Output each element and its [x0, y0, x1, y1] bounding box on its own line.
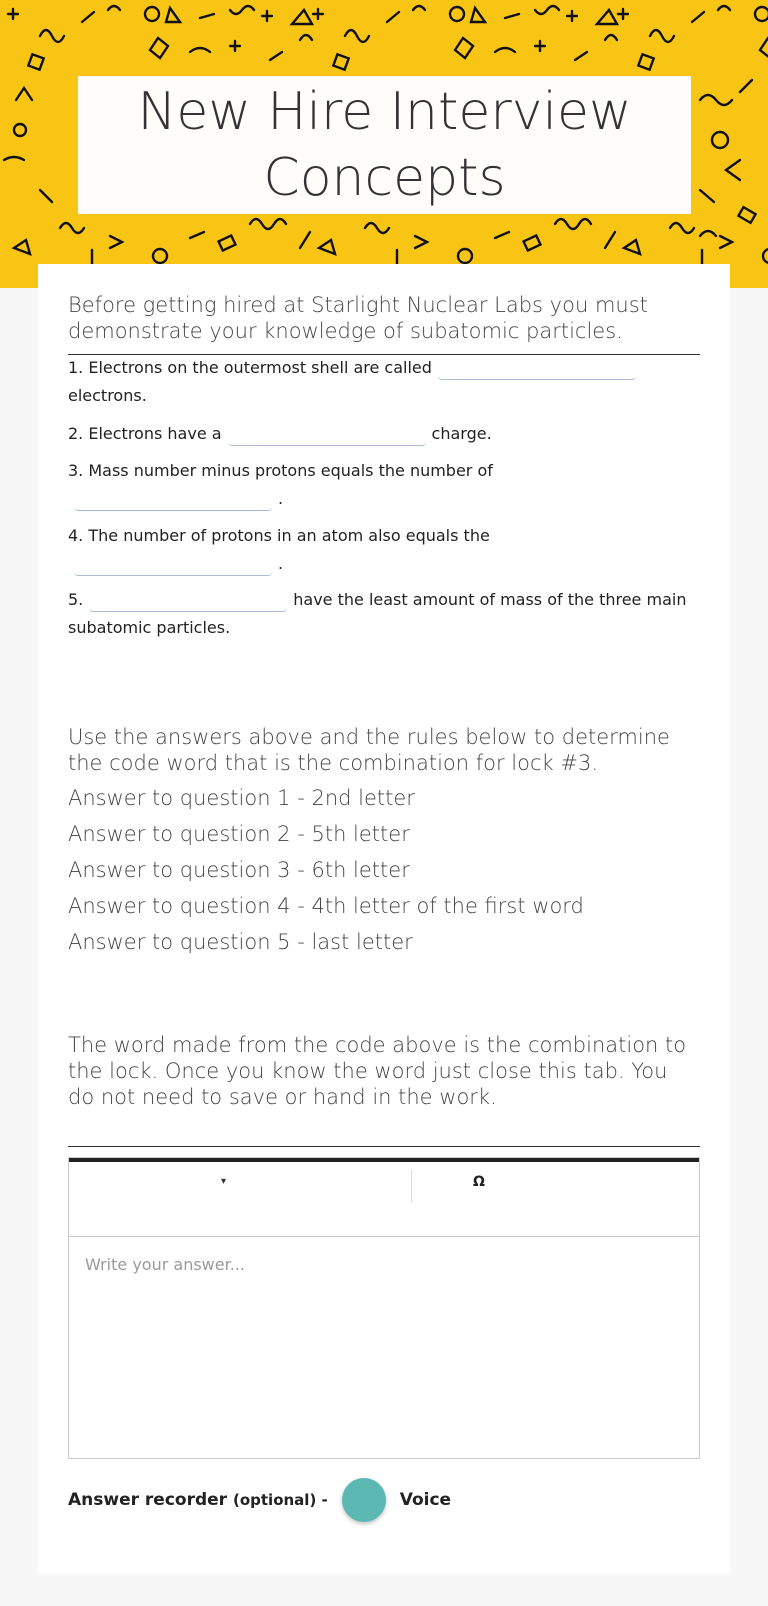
- title-line-1: New Hire Interview: [137, 82, 632, 142]
- editor-toolbar: [69, 1162, 699, 1237]
- title-box: [78, 76, 691, 214]
- recorder-label: Answer recorder: [68, 1490, 228, 1510]
- toolbar-separator: [411, 1170, 412, 1202]
- header-banner: [0, 0, 768, 288]
- q5-blank[interactable]: [89, 589, 287, 612]
- q5-after: have the least amount of mass of the three main subatomic particles.: [68, 590, 687, 637]
- q3-blank[interactable]: [74, 488, 272, 511]
- q3-after: .: [278, 489, 284, 508]
- question-5: [68, 586, 700, 642]
- recorder-optional: (optional) -: [232, 1491, 328, 1509]
- voice-label: Voice: [399, 1490, 452, 1510]
- q4-blank[interactable]: [74, 553, 272, 576]
- rule-item: Answer to question 2 - 5th letter: [68, 822, 410, 846]
- closing-text: The word made from the code above is the combination to the lock. Once you know the word just close this tab. You do not need to save or hand in the work.: [68, 1033, 687, 1109]
- rules-heading: Use the answers above and the rules below to determine the code word that is the combination for lock #3.: [68, 725, 670, 775]
- q4-after: .: [278, 554, 284, 573]
- q3-text: 3. Mass number minus protons equals the number of: [68, 461, 493, 480]
- answer-placeholder: Write your answer...: [85, 1255, 245, 1274]
- page-title: [137, 79, 631, 211]
- question-4: [68, 522, 700, 578]
- rule-item: Answer to question 3 - 6th letter: [68, 858, 410, 882]
- rule-item: Answer to question 4 - 4th letter of the first word: [68, 894, 584, 918]
- title-line-2: Concepts: [263, 148, 506, 208]
- answer-recorder: [68, 1478, 451, 1522]
- q1-after: electrons.: [68, 386, 147, 405]
- q1-text: 1. Electrons on the outermost shell are called: [68, 358, 432, 377]
- rule-item: Answer to question 5 - last letter: [68, 930, 413, 954]
- worksheet-card: [38, 264, 730, 1574]
- q2-after: charge.: [431, 424, 492, 443]
- record-voice-button[interactable]: [342, 1478, 386, 1522]
- q2-blank[interactable]: [228, 423, 426, 446]
- format-dropdown-icon[interactable]: ▾: [221, 1176, 227, 1187]
- special-char-icon[interactable]: Ω: [473, 1174, 485, 1190]
- q1-blank[interactable]: [438, 357, 636, 380]
- answer-textarea[interactable]: [69, 1237, 699, 1292]
- q5-text: 5.: [68, 590, 84, 609]
- q2-text: 2. Electrons have a: [68, 424, 222, 443]
- intro-text: Before getting hired at Starlight Nuclear Labs you must demonstrate your knowledge of subatomic particles.: [68, 292, 700, 355]
- question-2: [68, 420, 700, 448]
- q4-text: 4. The number of protons in an atom also equals the: [68, 526, 490, 545]
- question-3: [68, 457, 700, 513]
- question-1: [68, 354, 700, 410]
- divider: [68, 1146, 700, 1147]
- answer-editor: [68, 1157, 700, 1459]
- rules-section: [68, 724, 700, 960]
- rule-item: Answer to question 1 - 2nd letter: [68, 786, 415, 810]
